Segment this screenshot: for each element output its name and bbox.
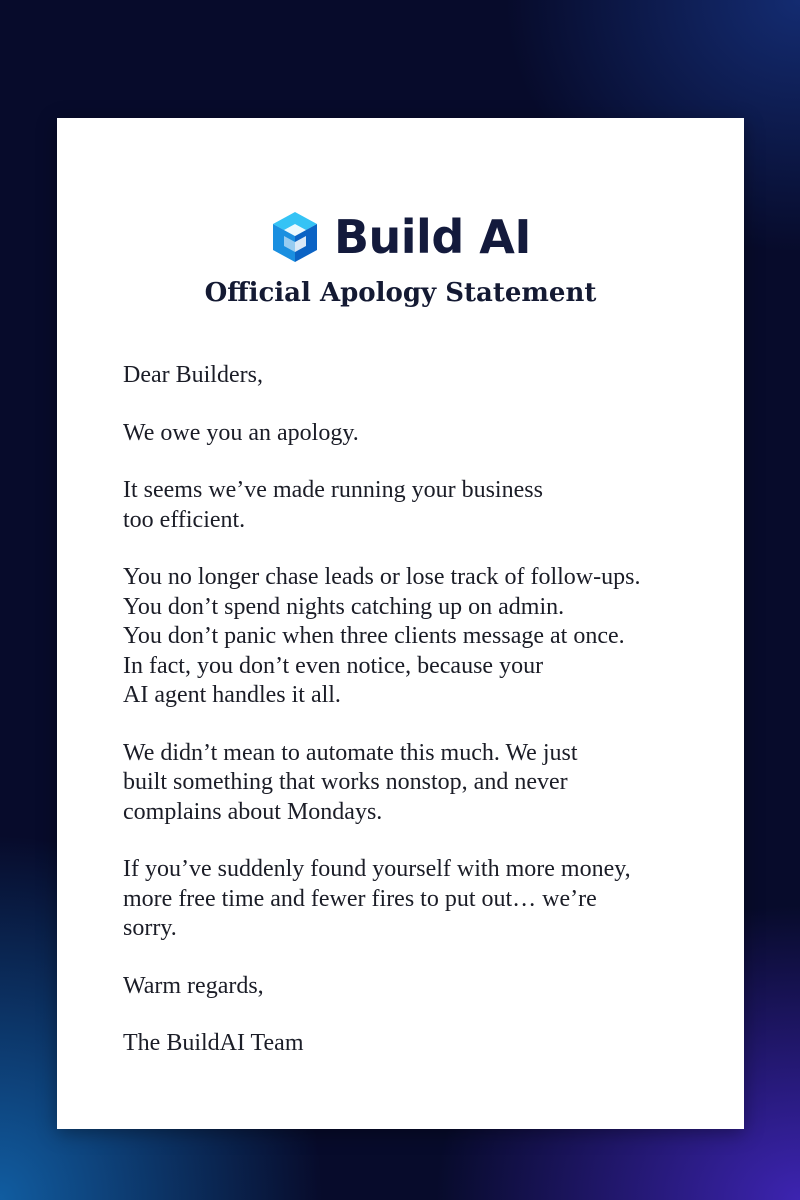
paragraph-line: We didn’t mean to automate this much. We just xyxy=(123,739,578,766)
paragraph-line: too efficient. xyxy=(123,506,246,533)
letter-closing: Warm regards, xyxy=(123,972,264,999)
letter-paragraph-2 xyxy=(123,476,733,535)
paragraph-line: complains about Mondays. xyxy=(123,798,383,825)
letter-body xyxy=(123,361,733,1059)
buildai-logo-icon xyxy=(270,210,320,264)
paragraph-line: It seems we’ve made running your business xyxy=(123,477,543,503)
paragraph-line: AI agent handles it all. xyxy=(123,682,341,708)
letter-signature: The BuildAI Team xyxy=(123,1030,304,1056)
apology-letter-card xyxy=(57,118,744,1129)
letter-paragraph-5 xyxy=(123,855,733,944)
paragraph-line: sorry. xyxy=(123,915,177,941)
paragraph-line: You no longer chase leads or lose track of follow-ups. xyxy=(123,564,641,590)
paragraph-line: You don’t panic when three clients message at once. xyxy=(123,623,625,649)
paragraph-line: more free time and fewer fires to put out… we’re xyxy=(123,885,597,912)
paragraph-line: You don’t spend nights catching up on admin. xyxy=(123,593,565,620)
letter-paragraph-4 xyxy=(123,739,733,828)
brand-logo xyxy=(57,202,744,272)
letter-greeting: Dear Builders, xyxy=(123,362,263,388)
letter-paragraph-3 xyxy=(123,563,733,711)
letter-paragraph-1 xyxy=(123,419,733,449)
paragraph-line: If you’ve suddenly found yourself with more money, xyxy=(123,856,631,882)
paragraph-line: We owe you an apology. xyxy=(123,419,359,446)
page-title: Official Apology Statement xyxy=(204,278,597,308)
paragraph-line: built something that works nonstop, and never xyxy=(123,769,568,795)
brand-name: Build AI xyxy=(333,210,531,264)
paragraph-line: In fact, you don’t even notice, because your xyxy=(123,652,544,679)
